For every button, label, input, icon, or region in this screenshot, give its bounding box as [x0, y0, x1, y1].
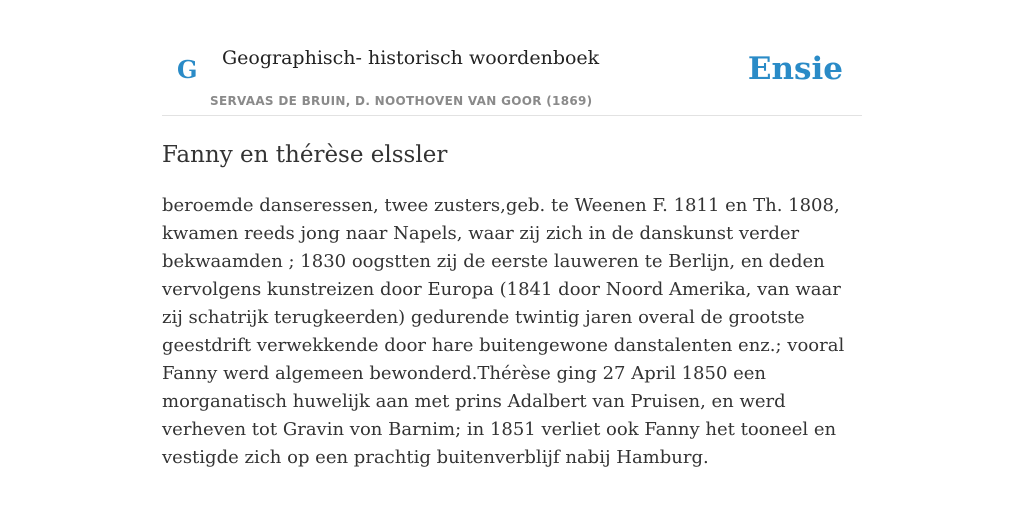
book-authors: SERVAAS DE BRUIN, D. NOOTHOVEN VAN GOOR (1869) — [210, 94, 593, 108]
entry-title: Fanny en thérèse elssler — [162, 142, 448, 168]
content-container — [162, 0, 862, 468]
book-logo-letter[interactable]: G — [177, 55, 198, 84]
book-header — [162, 0, 862, 116]
brand-logo[interactable]: Ensie — [747, 51, 843, 87]
book-title[interactable]: Geographisch- historisch woordenboek — [222, 47, 600, 69]
entry-body: beroemde danseressen, twee zusters,geb. te Weenen F. 1811 en Th. 1808, kwamen reeds jong naar Napels, waar zij zich in de danskunst verder bekwaamden ; 1830 oogstten zij de eerste lauweren te Berlijn, en deden vervolgens kunstreizen door Europa (1841 door Noord Amerika, van waar zij schatrijk terugkeerden) gedurende twintig jaren overal de grootste geestdrift verwekkende door hare buitengewone danstalenten enz.; vooral Fanny werd algemeen bewonderd.Thérèse ging 27 April 1850 een morganatisch huwelijk aan met prins Adalbert van Pruisen, en werd verheven tot Gravin von Barnim; in 1851 verliet ook Fanny het tooneel en vestigde zich op een prachtig buitenverblijf nabij Hamburg. — [162, 195, 845, 468]
